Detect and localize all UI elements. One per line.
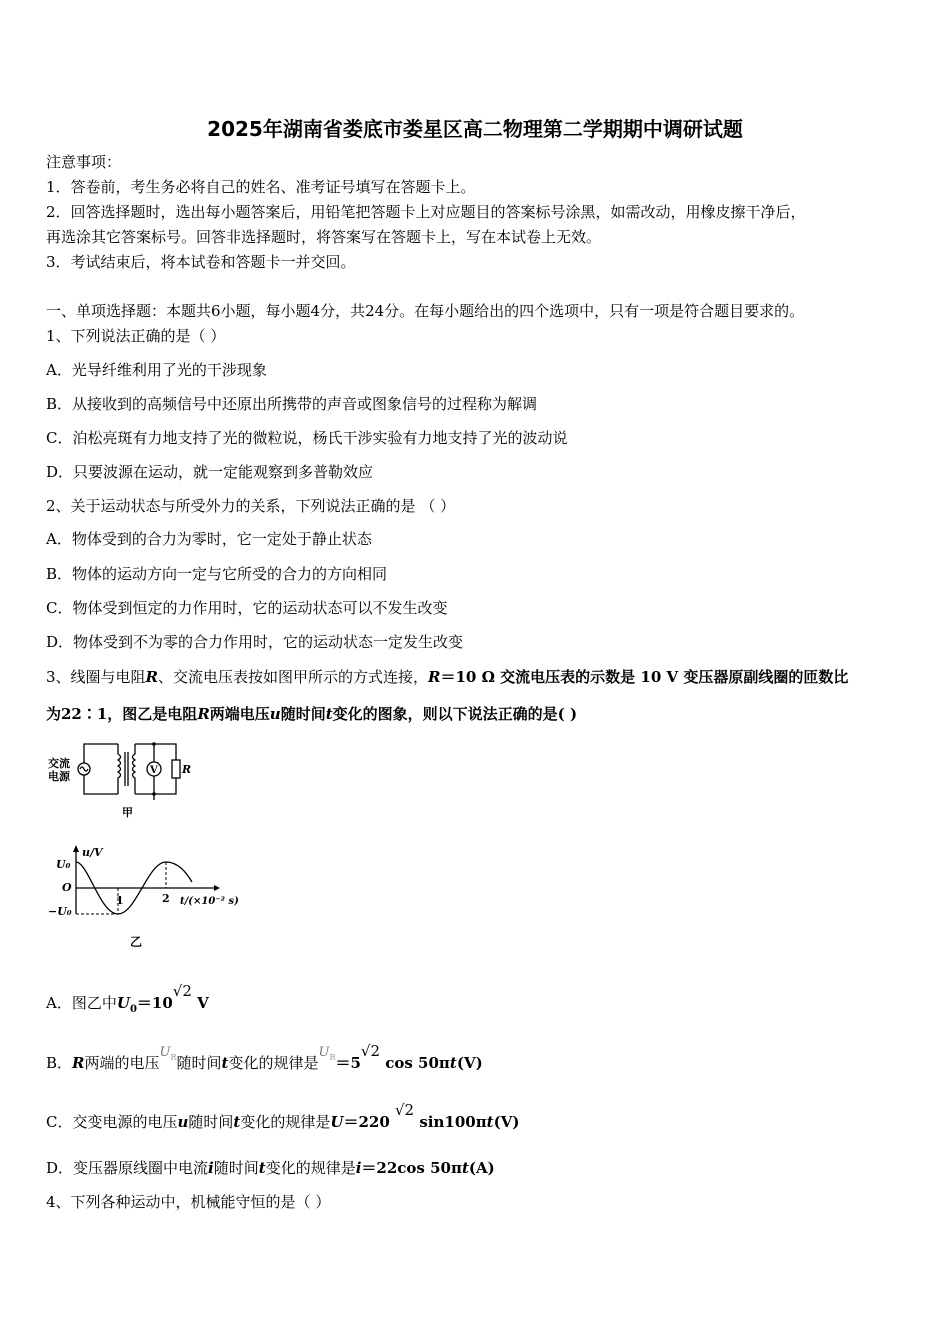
notice-heading: 注意事项： [46,153,122,171]
notice-item-2b: 再选涂其它答案标号。回答非选择题时，将答案写在答题卡上，写在本试卷上无效。 [46,228,602,246]
q1-stem: 1、下列说法正确的是（ ） [46,327,226,345]
q3-stem-line2: 为22∶1，图乙是电阻R两端电压u随时间t变化的图象，则以下说法正确的是( ) [46,705,578,723]
x-tick-1: 1 [116,894,124,907]
q3-option-b: B．R两端的电压$U^R$随时间t变化的规律是$U^R=5√2$ cos 50πt(V) [46,1042,483,1072]
q2-stem: 2、关于运动状态与所受外力的关系，下列说法正确的是 （ ） [46,497,456,515]
voltage-graph [46,842,256,952]
figure-caption-yi: 乙 [130,935,143,949]
q3-stem-line1: 3、线圈与电阻R、交流电压表按如图甲所示的方式连接，R＝10 Ω 交流电压表的示数是 10 V 变压器原副线圈的匝数比 [46,668,849,686]
q3-option-a: A．图乙中$U_0=10√2$ V [46,982,209,1015]
q2-option-a: A．物体受到的合力为零时，它一定处于静止状态 [46,530,372,548]
page-title: 2025年湖南省娄底市娄星区高二物理第二学期期中调研试题 [207,117,743,141]
circuit-figure [46,736,196,822]
q2-option-b: B．物体的运动方向一定与它所受的合力的方向相同 [46,565,388,583]
y-min-label: −U₀ [48,905,72,918]
y-max-label: U₀ [56,858,71,871]
section-heading: 一、单项选择题：本题共6小题，每小题4分，共24分。在每小题给出的四个选项中，只有一项是符合题目要求的。 [46,302,805,320]
secondary-coil-icon [133,744,136,794]
origin-label: O [62,881,72,894]
notice-item-3: 3．考试结束后，将本试卷和答题卡一并交回。 [46,253,356,271]
q2-option-c: C．物体受到恒定的力作用时，它的运动状态可以不发生改变 [46,599,448,617]
source-label-2: 电源 [48,770,70,783]
resistor-icon [172,760,180,778]
voltmeter-label: V [150,765,158,776]
y-axis-label: u/V [82,846,103,859]
q4-stem: 4、下列各种运动中，机械能守恒的是（ ） [46,1193,331,1211]
primary-coil-icon [118,744,121,794]
notice-item-1: 1．答卷前，考生务必将自己的姓名、准考证号填写在答题卡上。 [46,178,476,196]
figure-caption-jia: 甲 [122,806,133,819]
q2-option-d: D．物体受到不为零的合力作用时，它的运动状态一定发生改变 [46,633,464,651]
q1-option-b: B．从接收到的高频信号中还原出所携带的声音或图象信号的过程称为解调 [46,395,538,413]
source-label-1: 交流 [48,757,70,770]
x-tick-2: 2 [162,892,170,905]
q1-option-a: A．光导纤维利用了光的干涉现象 [46,361,267,379]
x-axis-label: t/(×10⁻² s) [180,896,239,907]
q1-option-c: C．泊松亮斑有力地支持了光的微粒说，杨氏干涉实验有力地支持了光的波动说 [46,429,568,447]
q1-option-d: D．只要波源在运动，就一定能观察到多普勒效应 [46,463,374,481]
q3-option-c: C．交变电源的电压u随时间t变化的规律是U＝220 √2 sin100πt(V) [46,1101,520,1131]
q3-option-d: D．变压器原线圈中电流i随时间t变化的规律是i＝22cos 50πt(A) [46,1159,495,1177]
notice-item-2a: 2．回答选择题时，选出每小题答案后，用铅笔把答题卡上对应题目的答案标号涂黑，如需改动，用橡皮擦干净后， [46,203,806,221]
resistor-label: R [182,763,192,776]
